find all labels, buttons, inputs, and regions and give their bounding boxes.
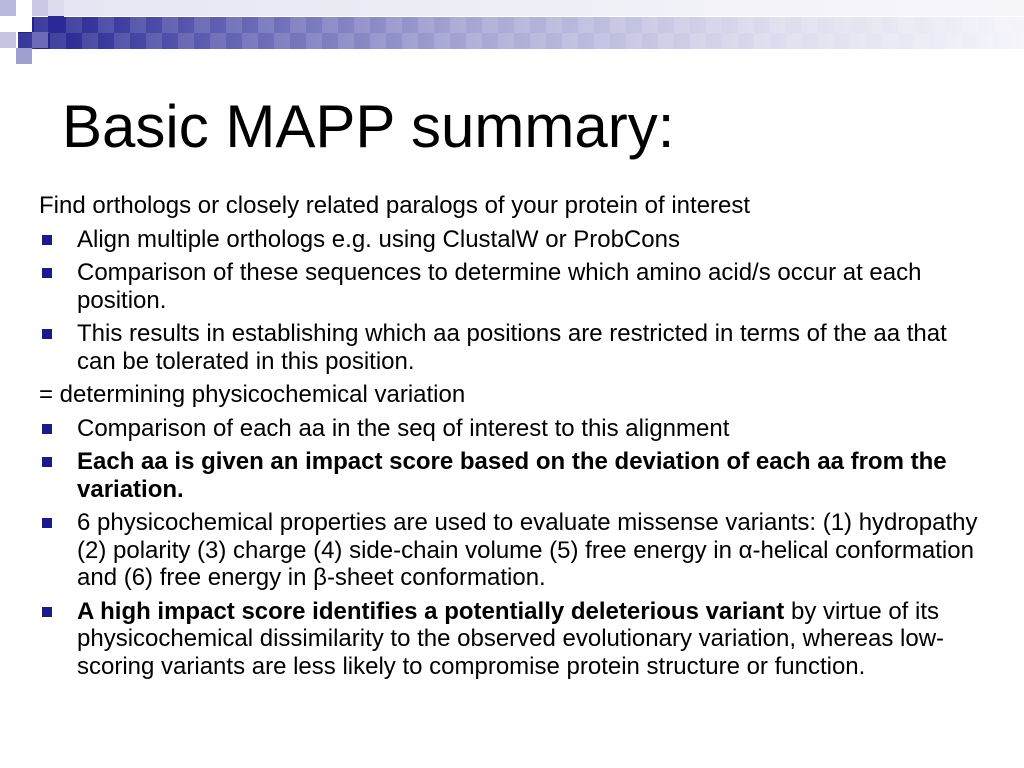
square-bullet-icon [42,457,52,467]
header-square [16,16,32,32]
list-item [39,509,989,592]
square-bullet-icon [42,518,52,528]
list-item [39,448,989,503]
bullet-text: 6 physicochemical properties are used to evaluate missense variants: (1) hydropathy (2) polarity (3) charge (4) side-chain volume (5) free energy in α-helical conformation and (6) free energy in β-sheet conformation. [77,509,978,591]
slide-title: Basic MAPP summary: [62,93,675,160]
bullet-text: Comparison of these sequences to determine which amino acid/s occur at each position. [77,259,922,314]
bullet-text: This results in establishing which aa positions are restricted in terms of the aa that can be tolerated in this position. [77,320,947,375]
bullet-text: Each aa is given an impact score based on the deviation of each aa from the variation. [77,448,947,503]
list-item [39,226,989,254]
square-bullet-icon [42,235,52,245]
slide-content [39,192,989,686]
square-bullet-icon [42,424,52,434]
header-square [0,0,16,16]
list-item [39,259,989,314]
square-bullet-icon [42,607,52,617]
header-square [32,32,48,48]
intro-text: Find orthologs or closely related paralogs of your protein of interest [39,192,751,219]
list-item [39,415,989,443]
header-square [48,0,64,16]
header-checker [18,17,1024,49]
bullet-text: Align multiple orthologs e.g. using ClustalW or ProbCons [77,225,680,253]
list-item [39,320,989,375]
square-bullet-icon [42,329,52,339]
middle-text: = determining physicochemical variation [39,381,466,408]
square-bullet-icon [42,268,52,278]
header-square [48,16,64,32]
header-square [32,0,48,16]
bullet-text-bold: A high impact score identifies a potentially deleterious variant [77,597,785,625]
header-band-top [64,0,1024,16]
list-item [39,598,989,681]
bullet-text: Comparison of each aa in the seq of interest to this alignment [77,414,730,442]
bullet-text: by virtue of its physicochemical dissimilarity to the observed evolutionary variation, whereas low-scoring variants are less likely to compromise protein structure or function. [77,597,945,680]
header-square [16,48,32,64]
header-square [0,32,16,48]
